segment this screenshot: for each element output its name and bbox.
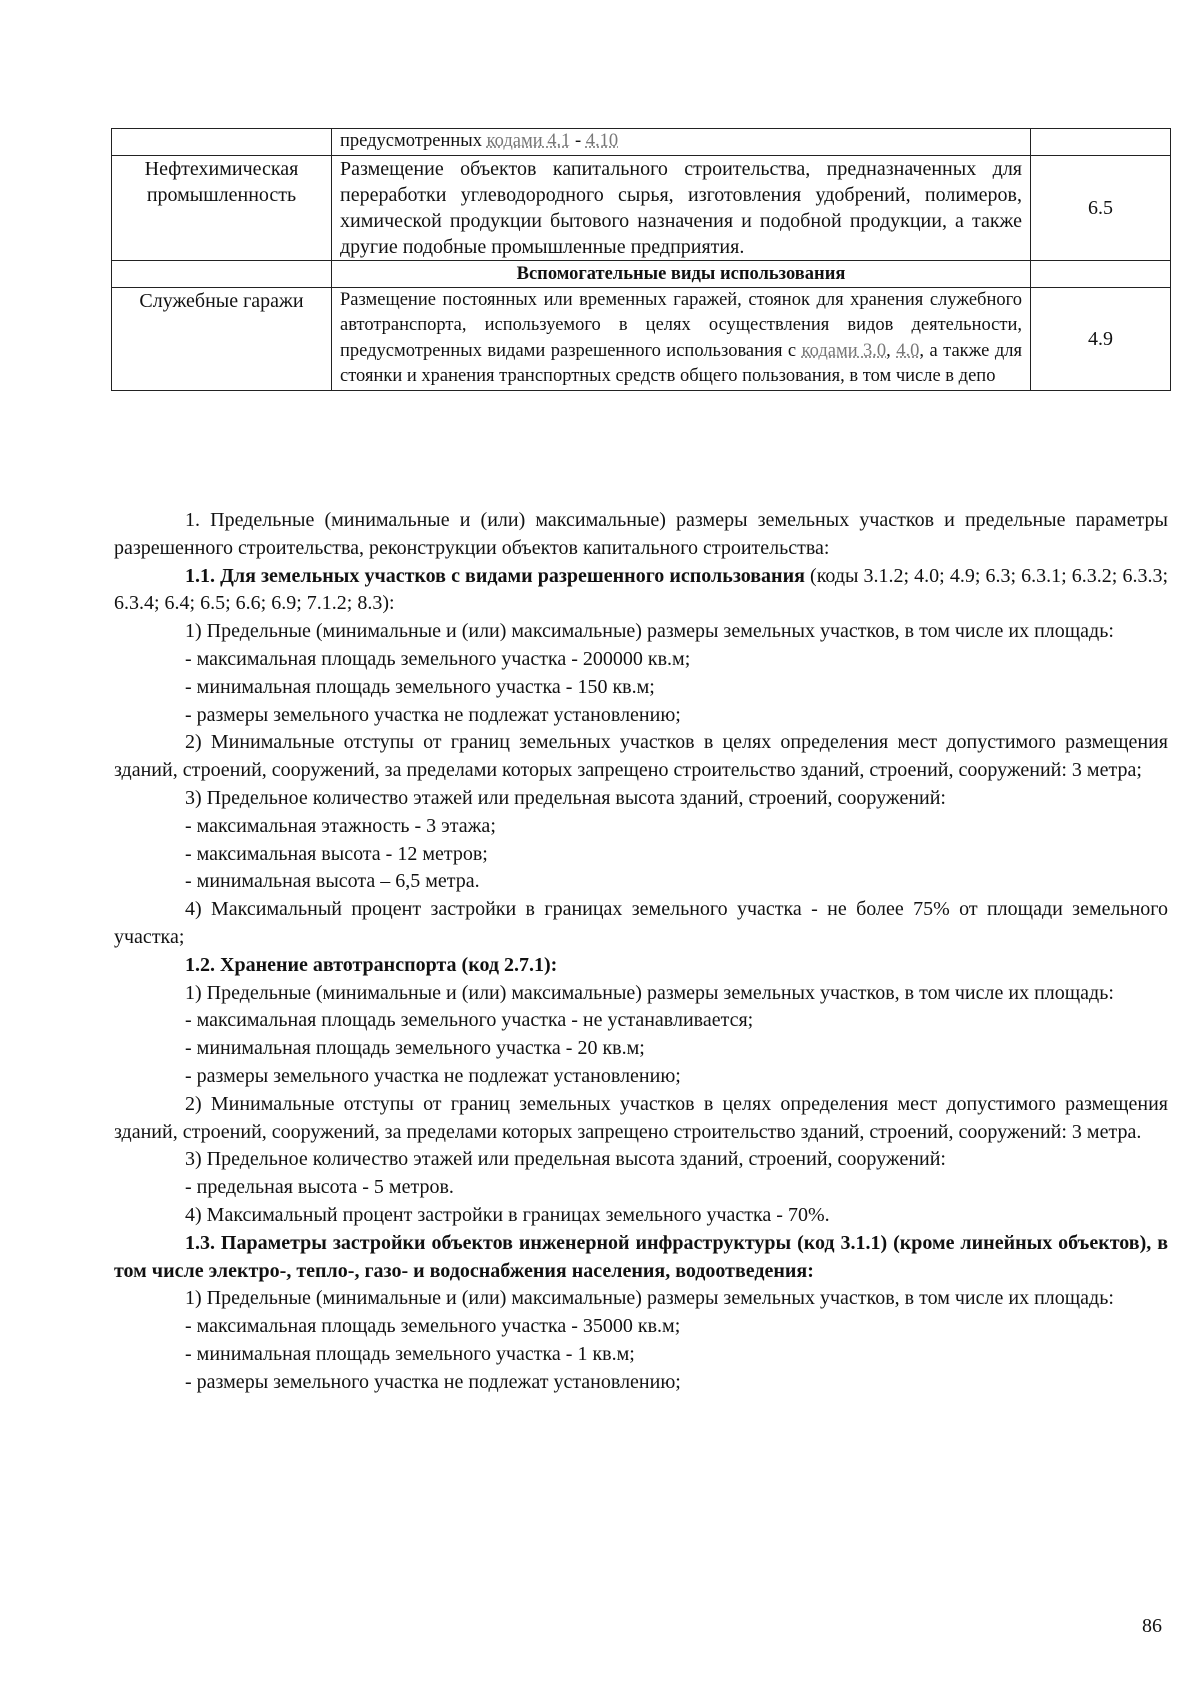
table-cell-name: [112, 260, 332, 287]
table-cell-description: [332, 129, 1031, 156]
table-cell-code: [1031, 260, 1171, 287]
list-item: - размеры земельного участка не подлежат установлению;: [185, 1064, 681, 1087]
section-heading: [114, 952, 1168, 980]
list-item: - минимальная площадь земельного участка - 1 кв.м;: [185, 1342, 635, 1365]
section-heading: [114, 1230, 1168, 1286]
paragraph: 4) Максимальный процент застройки в границах земельного участка - 70%.: [185, 1203, 830, 1226]
table-cell-name: Нефтехимическая промышленность: [112, 155, 332, 260]
section-title: 1.1. Для земельных участков с видами разрешенного использования: [185, 564, 805, 587]
section-title: 1.2. Хранение автотранспорта (код 2.7.1):: [185, 953, 558, 976]
table-row: [112, 129, 1171, 156]
paragraph: 1. Предельные (минимальные и (или) максимальные) размеры земельных участков и предельные параметры разрешенного строительства, реконструкции объектов капитального строительства:: [114, 509, 1168, 559]
paragraph: 4) Максимальный процент застройки в границах земельного участка - не более 75% от площади земельного участка;: [114, 898, 1168, 948]
paragraph: 3) Предельное количество этажей или предельная высота зданий, строений, сооружений:: [185, 786, 946, 809]
cell-text: Размещение постоянных или временных гаражей, стоянок для хранения служебного автотранспорта, используемого в целях осуществления видов деятельности, предусмотренных видами разрешенного использования с: [340, 289, 1022, 361]
list-item: - минимальная площадь земельного участка - 20 кв.м;: [185, 1037, 645, 1060]
code-link[interactable]: кодами 4.1: [486, 131, 571, 151]
code-link[interactable]: 4.10: [585, 131, 619, 151]
list-item: - минимальная высота – 6,5 метра.: [185, 870, 480, 893]
list-item: - максимальная площадь земельного участка - не устанавливается;: [185, 1009, 754, 1032]
table-section-header: Вспомогательные виды использования: [332, 260, 1031, 287]
section-heading: [114, 563, 1168, 619]
paragraph: 1) Предельные (минимальные и (или) максимальные) размеры земельных участков, в том числе их площадь:: [185, 1287, 1114, 1310]
code-link[interactable]: кодами 3.0: [801, 340, 887, 361]
list-item: - максимальная площадь земельного участка - 35000 кв.м;: [185, 1315, 681, 1338]
list-item: - максимальная площадь земельного участка - 200000 кв.м;: [185, 647, 691, 670]
table-cell-description: Размещение объектов капитального строительства, предназначенных для переработки углеводородного сырья, изготовления удобрений, полимеров, химической продукции бытового назначения и подобной продукции, а также другие подобные промышленные предприятия.: [332, 155, 1031, 260]
list-item: - максимальная высота - 12 метров;: [185, 842, 488, 865]
list-item: - предельная высота - 5 метров.: [185, 1176, 454, 1199]
list-item: - размеры земельного участка не подлежат установлению;: [185, 1370, 681, 1393]
list-item: - размеры земельного участка не подлежат установлению;: [185, 703, 681, 726]
document-body: [114, 507, 1168, 1397]
code-link[interactable]: 4.0: [896, 340, 920, 361]
table-cell-name: Служебные гаражи: [112, 287, 332, 390]
list-item: - максимальная этажность - 3 этажа;: [185, 814, 496, 837]
table-row: [112, 287, 1171, 390]
land-use-table: [111, 128, 1171, 391]
page-number: 86: [1142, 1615, 1162, 1637]
cell-text: , а также для стоянки и хранения транспортных средств общего пользования, в том числе в депо: [340, 340, 1023, 387]
section-title: 1.3. Параметры застройки объектов инженерной инфраструктуры (код 3.1.1) (кроме линейных объектов), в том числе электро-, тепло-, газо- и водоснабжения населения, водоотведения:: [114, 1231, 1168, 1282]
cell-text: ,: [886, 340, 897, 361]
table-cell-description: [332, 287, 1031, 390]
list-item: - минимальная площадь земельного участка - 150 кв.м;: [185, 675, 655, 698]
table-cell-code: 6.5: [1031, 155, 1171, 260]
table-cell-name: [112, 129, 332, 156]
cell-text: -: [570, 131, 586, 151]
paragraph: 2) Минимальные отступы от границ земельных участков в целях определения мест допустимого размещения зданий, строений, сооружений, за пределами которых запрещено строительство зданий, строений, сооружений: 3 метра.: [114, 1092, 1168, 1143]
paragraph: 1) Предельные (минимальные и (или) максимальные) размеры земельных участков, в том числе их площадь:: [185, 981, 1114, 1004]
table-cell-code: [1031, 129, 1171, 156]
section-codes: (коды 3.1.2; 4.0; 4.9; 6.3; 6.3.1; 6.3.2; 6.3.3; 6.3.4; 6.4; 6.5; 6.6; 6.9; 7.1.2; 8.3):: [114, 564, 1168, 615]
table-cell-code: 4.9: [1031, 287, 1171, 390]
table-section-row: [112, 260, 1171, 287]
paragraph: 1) Предельные (минимальные и (или) максимальные) размеры земельных участков, в том числе их площадь:: [185, 620, 1114, 643]
cell-text: предусмотренных: [340, 131, 487, 151]
paragraph: 2) Минимальные отступы от границ земельных участков в целях определения мест допустимого размещения зданий, строений, сооружений, за пределами которых запрещено строительство зданий, строений, сооружений: 3 метра;: [114, 731, 1168, 782]
table-row: [112, 155, 1171, 260]
paragraph: 3) Предельное количество этажей или предельная высота зданий, строений, сооружений:: [185, 1148, 946, 1171]
